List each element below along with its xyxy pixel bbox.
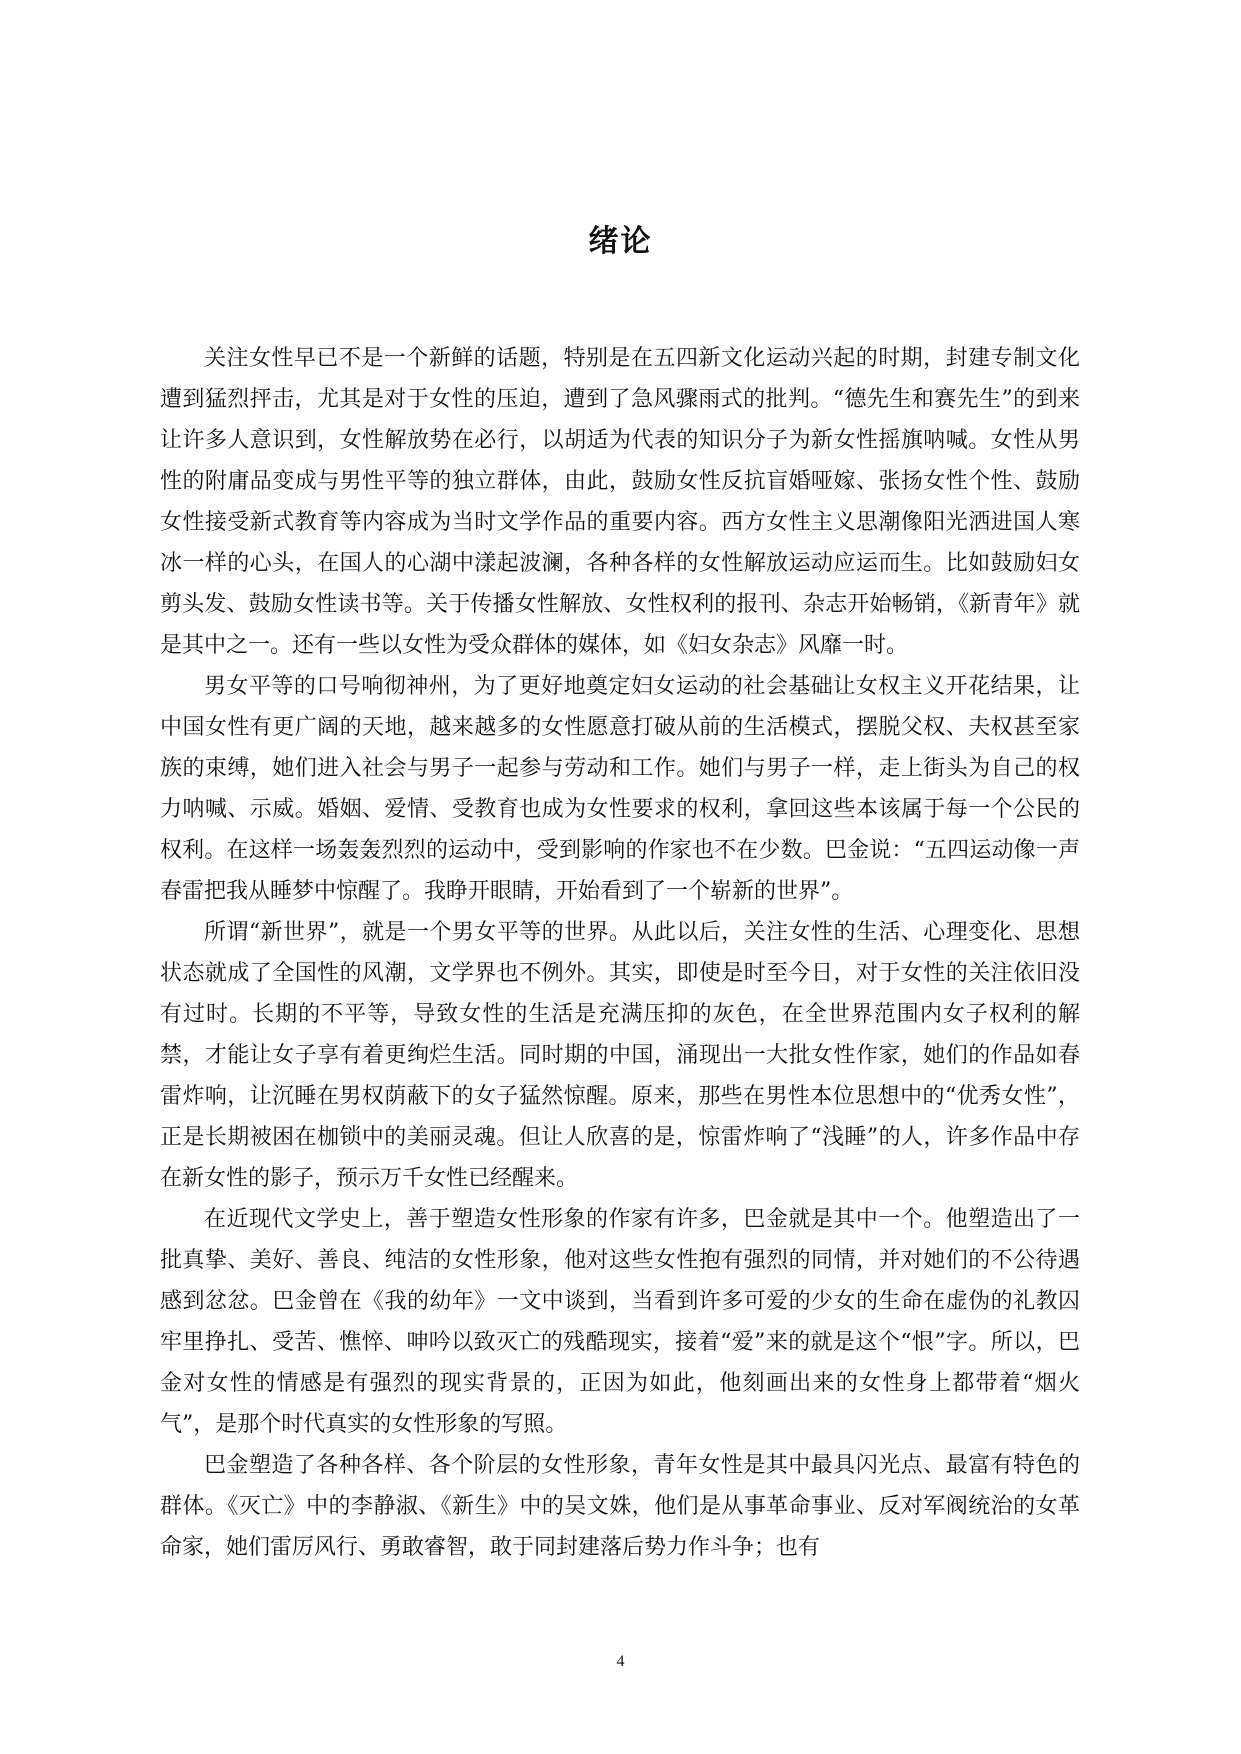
paragraph: 关注女性早已不是一个新鲜的话题，特别是在五四新文化运动兴起的时期，封建专制文化遭到猛烈抨击，尤其是对于女性的压迫，遭到了急风骤雨式的批判。“德先生和赛先生”的到来让许多人意识到，女性解放势在必行，以胡适为代表的知识分子为新女性摇旗呐喊。女性从男性的附庸品变成与男性平等的独立群体，由此，鼓励女性反抗盲婚哑嫁、张扬女性个性、鼓励女性接受新式教育等内容成为当时文学作品的重要内容。西方女性主义思潮像阳光洒进国人寒冰一样的心头，在国人的心湖中漾起波澜，各种各样的女性解放运动应运而生。比如鼓励妇女剪头发、鼓励女性读书等。关于传播女性解放、女性权利的报刊、杂志开始畅销，《新青年》就是其中之一。还有一些以女性为受众群体的媒体，如《妇女杂志》风靡一时。 [160, 346, 1080, 658]
paragraph: 巴金塑造了各种各样、各个阶层的女性形象，青年女性是其中最具闪光点、最富有特色的群体。《灭亡》中的李静淑、《新生》中的吴文姝，他们是从事革命事业、反对军阀统治的女革命家，她们雷厉风行、勇敢睿智，敢于同封建落后势力作斗争；也有 [160, 1453, 1080, 1560]
paragraph: 在近现代文学史上，善于塑造女性形象的作家有许多，巴金就是其中一个。他塑造出了一批真挚、美好、善良、纯洁的女性形象，他对这些女性抱有强烈的同情，并对她们的不公待遇感到忿忿。巴金曾在《我的幼年》一文中谈到，当看到许多可爱的少女的生命在虚伪的礼教囚牢里挣扎、受苦、憔悴、呻吟以致灭亡的残酷现实，接着“爱”来的就是这个“恨”字。所以，巴金对女性的情感是有强烈的现实背景的，正因为如此，他刻画出来的女性身上都带着“烟火气”，是那个时代真实的女性形象的写照。 [160, 1207, 1080, 1437]
paragraph: 男女平等的口号响彻神州，为了更好地奠定妇女运动的社会基础让女权主义开花结果，让中国女性有更广阔的天地，越来越多的女性愿意打破从前的生活模式，摆脱父权、夫权甚至家族的束缚，她们进入社会与男子一起参与劳动和工作。她们与男子一样，走上街头为自己的权力呐喊、示威。婚姻、爱情、受教育也成为女性要求的权利，拿回这些本该属于每一个公民的权利。在这样一场轰轰烈烈的运动中，受到影响的作家也不在少数。巴金说：“五四运动像一声春雷把我从睡梦中惊醒了。我睁开眼睛，开始看到了一个崭新的世界”。 [160, 674, 1080, 904]
page-title: 绪论 [588, 224, 653, 259]
paragraph: 所谓“新世界”，就是一个男女平等的世界。从此以后，关注女性的生活、心理变化、思想状态就成了全国性的风潮，文学界也不例外。其实，即使是时至今日，对于女性的关注依旧没有过时。长期的不平等，导致女性的生活是充满压抑的灰色，在全世界范围内女子权利的解禁，才能让女子享有着更绚烂生活。同时期的中国，涌现出一大批女性作家，她们的作品如春雷炸响，让沉睡在男权荫蔽下的女子猛然惊醒。原来，那些在男性本位思想中的“优秀女性”，正是长期被困在枷锁中的美丽灵魂。但让人欣喜的是，惊雷炸响了“浅睡”的人，许多作品中存在新女性的影子，预示万千女性已经醒来。 [160, 920, 1080, 1191]
page-number: 4 [616, 1653, 625, 1670]
body-text [160, 338, 1080, 1568]
